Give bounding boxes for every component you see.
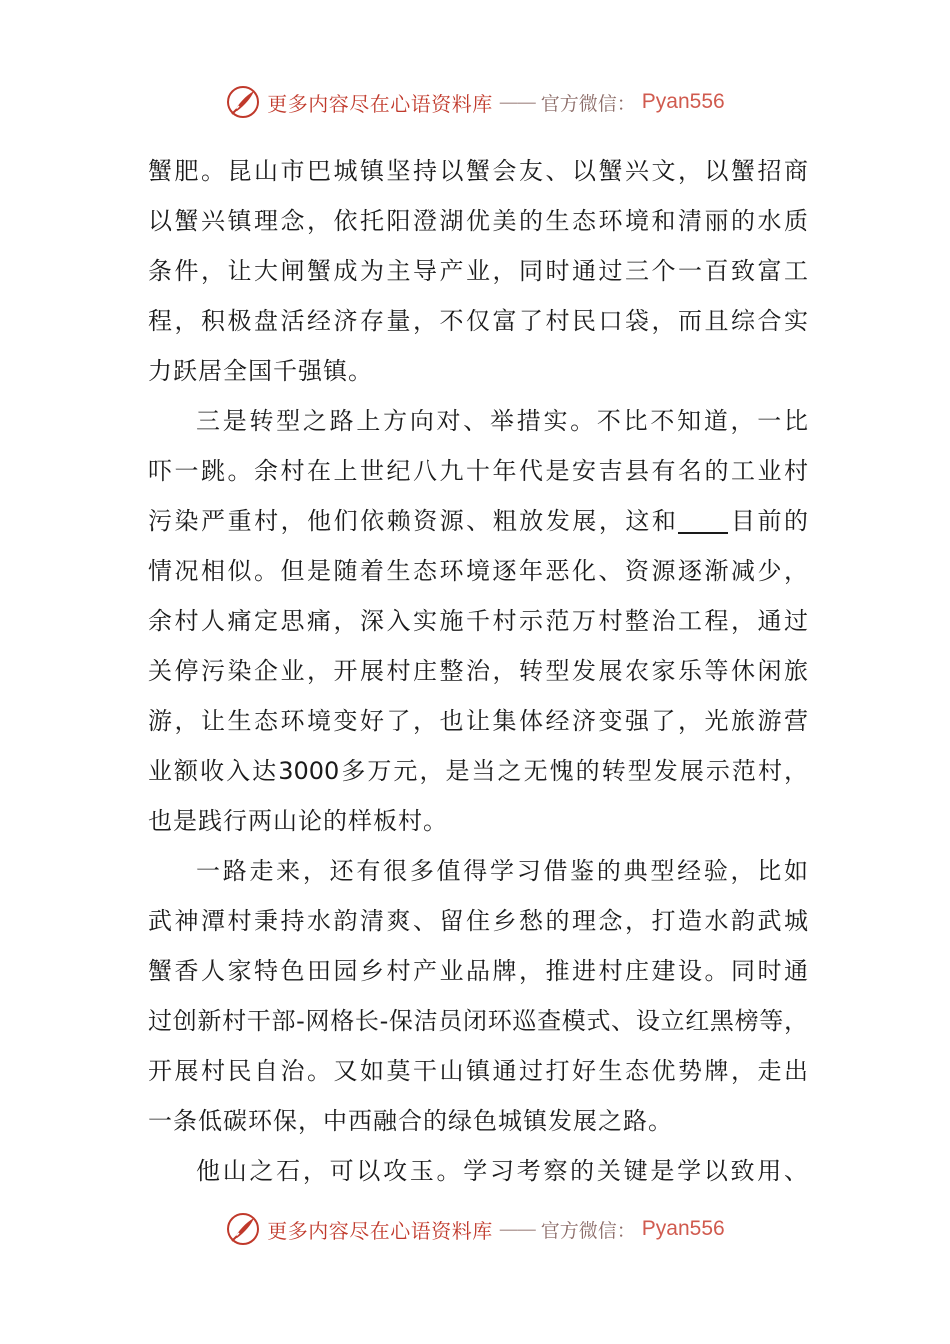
- quill-pen-icon: [225, 1211, 261, 1247]
- site-name-text: 更多内容尽在心语资料库: [267, 91, 493, 116]
- text-line-with-blank: [148, 496, 808, 546]
- quill-pen-icon: [225, 84, 261, 120]
- text-line: 情况相似。但是随着生态环境逐年恶化、资源逐渐减少，: [148, 557, 808, 585]
- text-segment: 污染严重村，他们依赖资源、粗放发展，这和: [148, 507, 679, 535]
- text-line: 三是转型之路上方向对、举措实。不比不知道，一比: [196, 407, 808, 435]
- text-line: 武神潭村秉持水韵清爽、留住乡愁的理念，打造水韵武城: [148, 907, 808, 935]
- text-line: 一路走来，还有很多值得学习借鉴的典型经验，比如: [196, 857, 808, 885]
- text-line: 以蟹兴镇理念，依托阳澄湖优美的生态环境和清丽的水质: [148, 207, 808, 235]
- text-line: 游，让生态环境变好了，也让集体经济变强了，光旅游营: [148, 707, 808, 735]
- text-line: 余村人痛定思痛，深入实施千村示范万村整治工程，通过: [148, 607, 808, 635]
- banner-separator: ——: [498, 90, 535, 114]
- text-line: 他山之石，可以攻玉。学习考察的关键是学以致用、: [196, 1157, 808, 1185]
- text-line: 业额收入达3000多万元，是当之无愧的转型发展示范村，: [148, 757, 808, 785]
- text-segment: 目前的: [728, 507, 809, 535]
- footer-watermark-banner: [0, 1207, 950, 1251]
- header-watermark-banner: [0, 80, 950, 124]
- official-wechat-label: 官方微信：: [540, 92, 636, 115]
- text-line: 关停污染企业，开展村庄整治，转型发展农家乐等休闲旅: [148, 657, 808, 685]
- text-line: 开展村民自治。又如莫干山镇通过打好生态优势牌，走出: [148, 1057, 808, 1085]
- text-line: 蟹肥。昆山市巴城镇坚持以蟹会友、以蟹兴文，以蟹招商: [148, 157, 808, 185]
- text-line: 蟹香人家特色田园乡村产业品牌，推进村庄建设。同时通: [148, 957, 808, 985]
- text-line: 也是践行两山论的样板村。: [148, 807, 448, 835]
- text-line: 吓一跳。余村在上世纪八九十年代是安吉县有名的工业村: [148, 457, 808, 485]
- banner-separator: ——: [498, 1217, 535, 1241]
- fill-in-blank: [678, 510, 728, 534]
- text-line: 力跃居全国千强镇。: [148, 357, 373, 385]
- text-line: 条件，让大闸蟹成为主导产业，同时通过三个一百致富工: [148, 257, 808, 285]
- wechat-id: Pyan556: [641, 90, 725, 113]
- site-name-text: 更多内容尽在心语资料库: [267, 1218, 493, 1243]
- official-wechat-label: 官方微信：: [540, 1219, 636, 1242]
- text-line: 一条低碳环保，中西融合的绿色城镇发展之路。: [148, 1107, 673, 1135]
- document-body: [148, 146, 808, 1196]
- text-line: 过创新村干部-网格长-保洁员闭环巡查模式、设立红黑榜等，: [148, 1007, 808, 1035]
- wechat-id: Pyan556: [641, 1217, 725, 1240]
- text-line: 程，积极盘活经济存量，不仅富了村民口袋，而且综合实: [148, 307, 808, 335]
